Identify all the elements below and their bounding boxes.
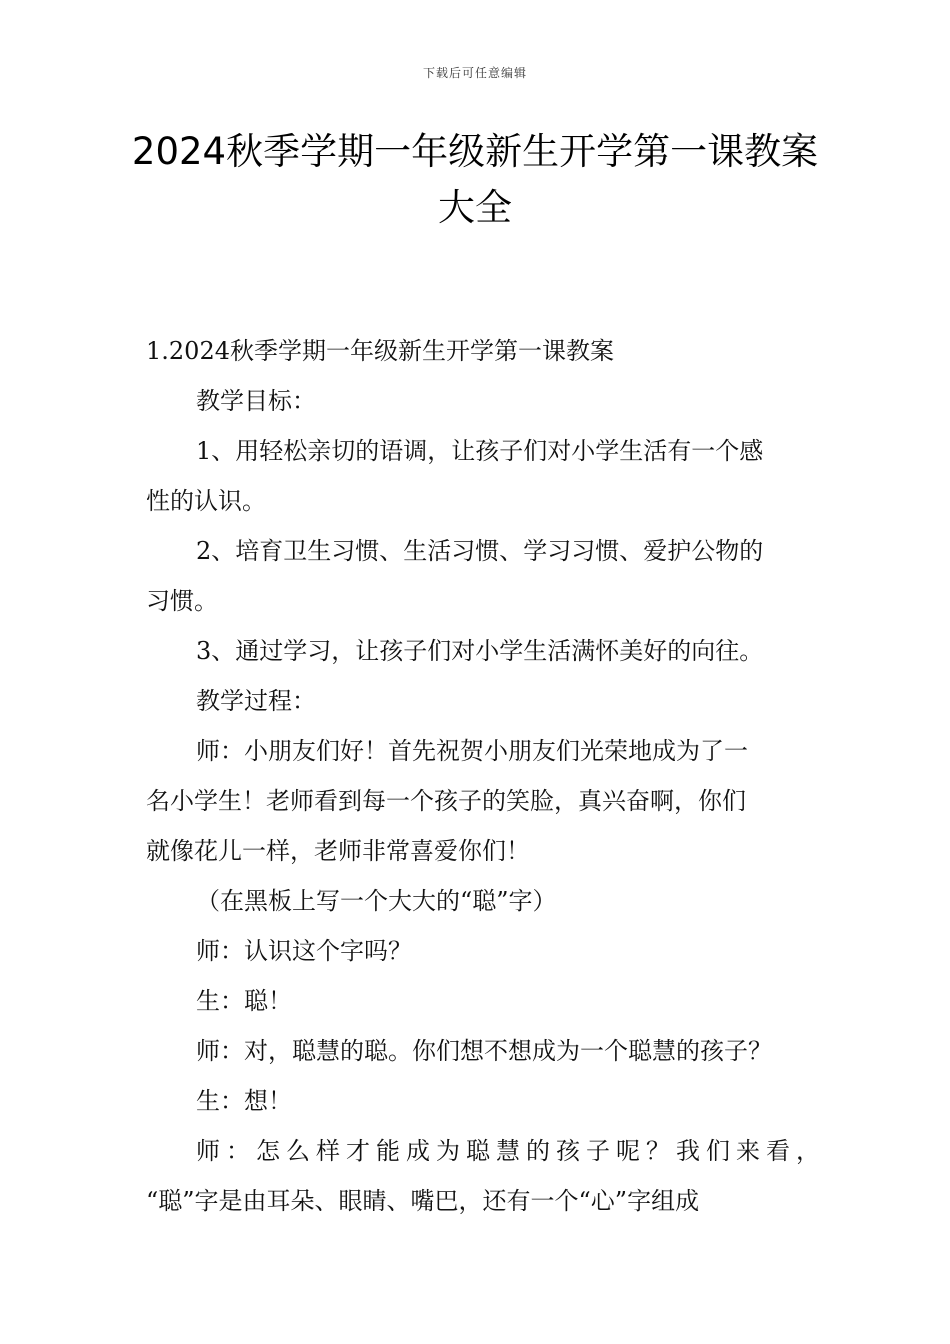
goal-2-line-2: 习惯。: [146, 587, 218, 615]
paragraph-2: （在黑板上写一个大大的“聪”字）: [196, 887, 557, 915]
paragraph-7-line-2: “聪”字是由耳朵、眼睛、嘴巴，还有一个“心”字组成: [146, 1187, 700, 1215]
goal-1-line-2: 性的认识。: [146, 487, 266, 515]
goal-3: 3、通过学习，让孩子们对小学生活满怀美好的向往。: [196, 637, 764, 665]
document-title-line-1: 2024秋季学期一年级新生开学第一课教案: [131, 130, 819, 173]
document-title-line-2: 大全: [438, 186, 512, 229]
paragraph-1-line-3: 就像花儿一样，老师非常喜爱你们！: [146, 837, 530, 865]
process-label: 教学过程：: [196, 687, 316, 715]
goals-label: 教学目标：: [196, 387, 316, 415]
paragraph-1-line-2: 名小学生！老师看到每一个孩子的笑脸，真兴奋啊，你们: [146, 787, 746, 815]
paragraph-3: 师：认识这个字吗？: [196, 937, 412, 965]
paragraph-5: 师：对，聪慧的聪。你们想不想成为一个聪慧的孩子？: [196, 1037, 772, 1065]
section-heading: 1.2024秋季学期一年级新生开学第一课教案: [146, 337, 614, 365]
paragraph-1-line-1: 师：小朋友们好！首先祝贺小朋友们光荣地成为了一: [196, 737, 748, 765]
paragraph-7-line-1: 师：怎么样才能成为聪慧的孩子呢？我们来看，: [196, 1137, 826, 1165]
header-note: 下载后可任意编辑: [422, 66, 527, 80]
goal-1-line-1: 1、用轻松亲切的语调，让孩子们对小学生活有一个感: [196, 437, 764, 465]
paragraph-6: 生：想！: [196, 1087, 292, 1115]
document-body: [146, 326, 826, 1226]
paragraph-4: 生：聪！: [196, 987, 292, 1015]
document-title: [100, 124, 850, 236]
goal-2-line-1: 2、培育卫生习惯、生活习惯、学习习惯、爱护公物的: [196, 537, 764, 565]
